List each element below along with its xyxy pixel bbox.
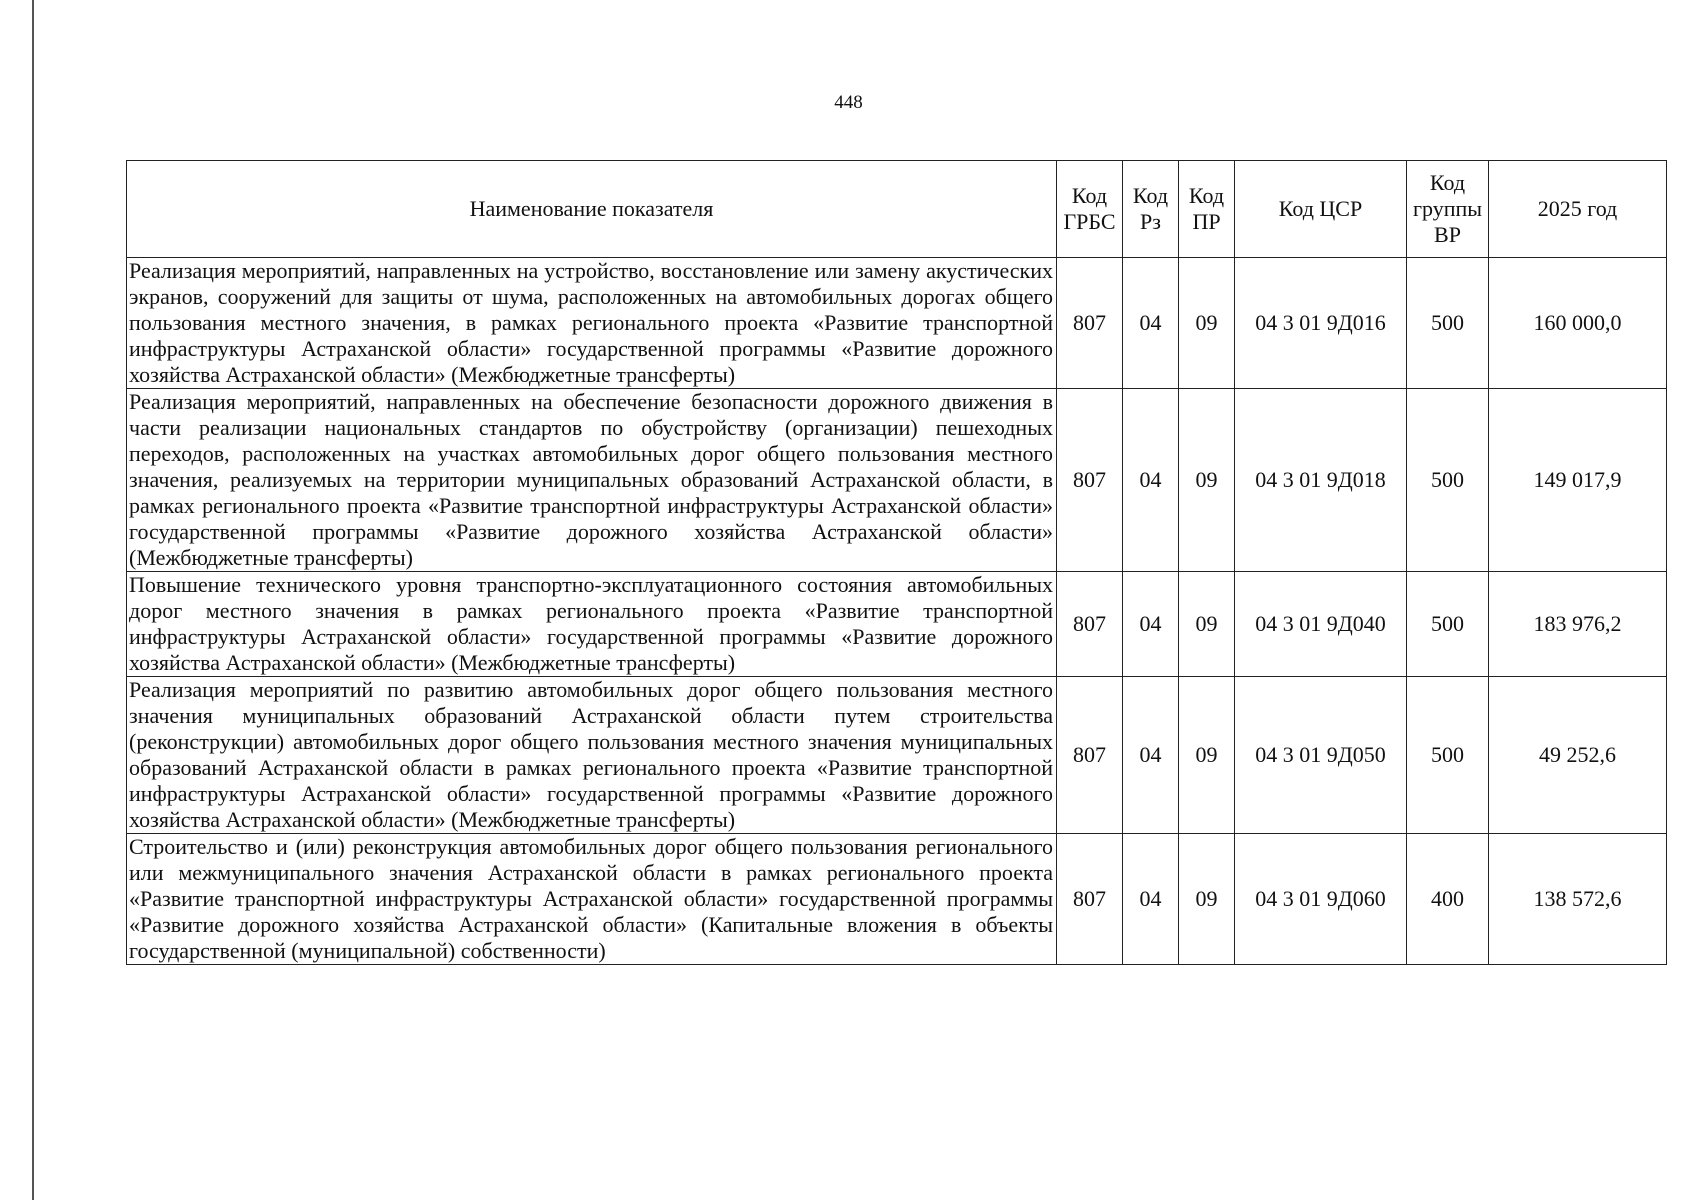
row-name: Реализация мероприятий по развитию автомобильных дорог общего пользования местного значения муниципальных образований Астраханской области путем строительства (реконструкции) автомобильных дорог общего пользования местного значения муниципальных образований Астраханской области в рамках регионального проекта «Развитие транспортной инфраструктуры Астраханской области» государственной программы «Развитие дорожного хозяйства Астраханской области» (Межбюджетные трансферты)	[127, 677, 1057, 834]
row-grbs: 807	[1057, 572, 1123, 677]
row-pr: 09	[1179, 258, 1235, 389]
row-grbs: 807	[1057, 834, 1123, 965]
row-grbs: 807	[1057, 677, 1123, 834]
table-row	[127, 389, 1667, 572]
header-vr: Код группы ВР	[1407, 161, 1489, 258]
row-rz: 04	[1123, 258, 1179, 389]
header-rz: Код Рз	[1123, 161, 1179, 258]
row-amount: 183 976,2	[1489, 572, 1667, 677]
row-rz: 04	[1123, 677, 1179, 834]
row-amount: 160 000,0	[1489, 258, 1667, 389]
row-pr: 09	[1179, 572, 1235, 677]
row-pr: 09	[1179, 834, 1235, 965]
row-rz: 04	[1123, 389, 1179, 572]
row-grbs: 807	[1057, 258, 1123, 389]
header-csr: Код ЦСР	[1235, 161, 1407, 258]
row-name: Реализация мероприятий, направленных на обеспечение безопасности дорожного движения в части реализации национальных стандартов по обустройству (организации) пешеходных переходов, расположенных на участках автомобильных дорог общего пользования местного значения, реализуемых на территории муниципальных образований Астраханской области, в рамках регионального проекта «Развитие транспортной инфраструктуры Астраханской области» государственной программы «Развитие дорожного хозяйства Астраханской области» (Межбюджетные трансферты)	[127, 389, 1057, 572]
row-name: Строительство и (или) реконструкция автомобильных дорог общего пользования регионального или межмуниципального значения Астраханской области в рамках регионального проекта «Развитие транспортной инфраструктуры Астраханской области» государственной программы «Развитие дорожного хозяйства Астраханской области» (Капитальные вложения в объекты государственной (муниципальной) собственности)	[127, 834, 1057, 965]
row-vr: 400	[1407, 834, 1489, 965]
row-name: Реализация мероприятий, направленных на устройство, восстановление или замену акустических экранов, сооружений для защиты от шума, расположенных на автомобильных дорогах общего пользования местного значения, в рамках регионального проекта «Развитие транспортной инфраструктуры Астраханской области» государственной программы «Развитие дорожного хозяйства Астраханской области» (Межбюджетные трансферты)	[127, 258, 1057, 389]
row-csr: 04 3 01 9Д016	[1235, 258, 1407, 389]
row-rz: 04	[1123, 572, 1179, 677]
table-row	[127, 677, 1667, 834]
table-row	[127, 834, 1667, 965]
header-row	[127, 161, 1667, 258]
row-pr: 09	[1179, 389, 1235, 572]
row-csr: 04 3 01 9Д050	[1235, 677, 1407, 834]
budget-table	[126, 160, 1667, 965]
row-vr: 500	[1407, 677, 1489, 834]
row-pr: 09	[1179, 677, 1235, 834]
row-grbs: 807	[1057, 389, 1123, 572]
table-row	[127, 258, 1667, 389]
row-csr: 04 3 01 9Д018	[1235, 389, 1407, 572]
row-vr: 500	[1407, 572, 1489, 677]
page-number: 448	[834, 92, 863, 113]
row-csr: 04 3 01 9Д060	[1235, 834, 1407, 965]
row-vr: 500	[1407, 389, 1489, 572]
row-amount: 49 252,6	[1489, 677, 1667, 834]
row-csr: 04 3 01 9Д040	[1235, 572, 1407, 677]
scan-edge-line	[32, 0, 34, 1200]
row-amount: 149 017,9	[1489, 389, 1667, 572]
row-amount: 138 572,6	[1489, 834, 1667, 965]
header-name: Наименование показателя	[127, 161, 1057, 258]
table-row	[127, 572, 1667, 677]
row-rz: 04	[1123, 834, 1179, 965]
header-grbs: Код ГРБС	[1057, 161, 1123, 258]
row-name: Повышение технического уровня транспортно-эксплуатационного состояния автомобильных дорог местного значения в рамках регионального проекта «Развитие транспортной инфраструктуры Астраханской области» государственной программы «Развитие дорожного хозяйства Астраханской области» (Межбюджетные трансферты)	[127, 572, 1057, 677]
row-vr: 500	[1407, 258, 1489, 389]
header-pr: Код ПР	[1179, 161, 1235, 258]
header-year: 2025 год	[1489, 161, 1667, 258]
